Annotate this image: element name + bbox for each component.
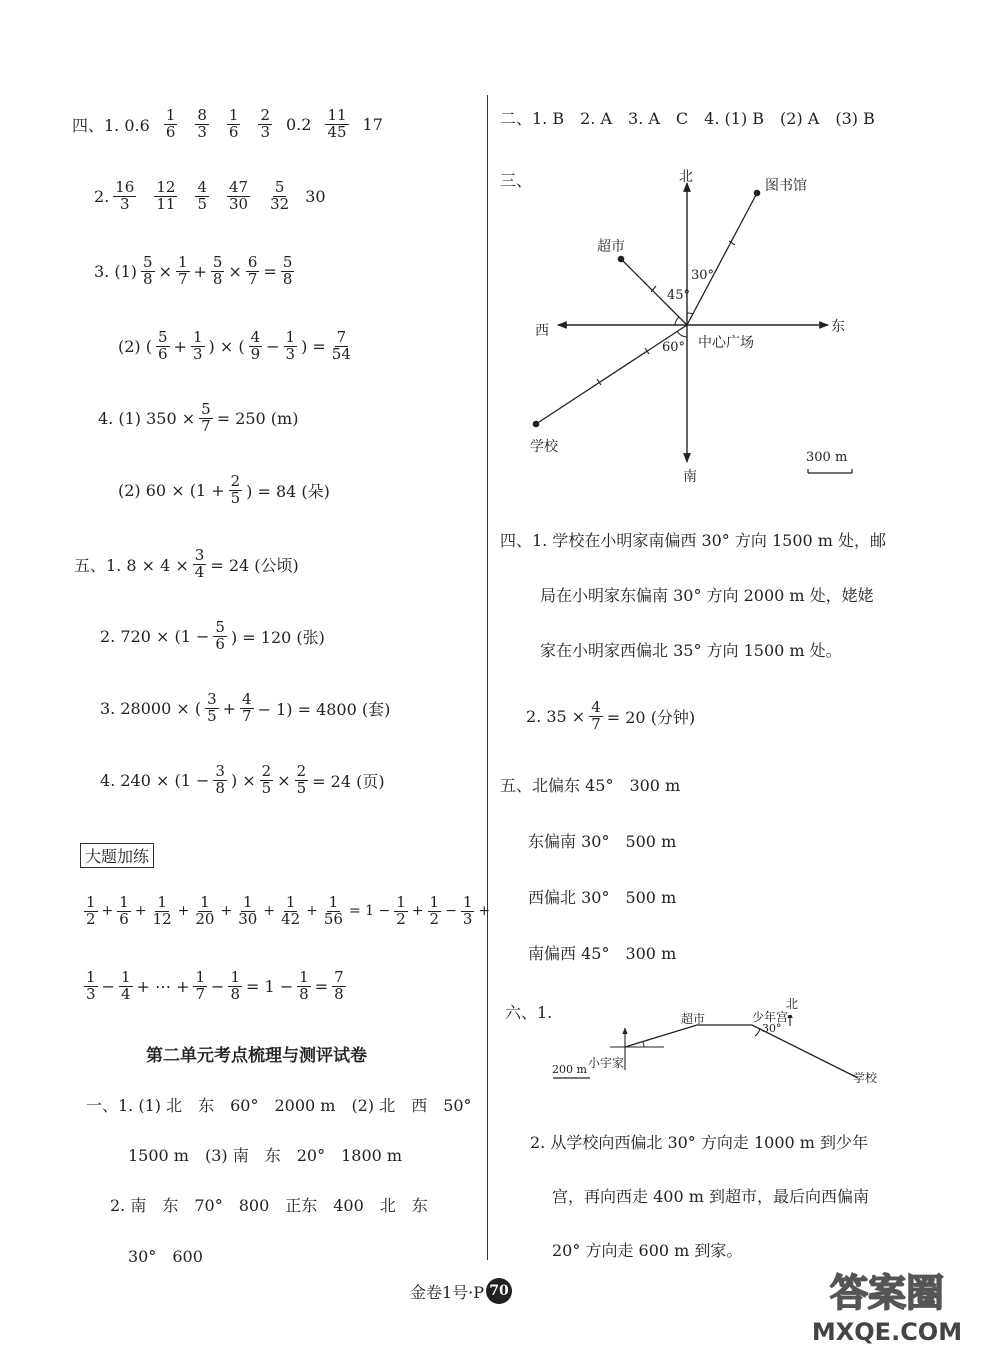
value: 30 — [305, 186, 326, 206]
den: 7 — [247, 269, 258, 288]
fraction — [332, 970, 346, 1003]
den: 6 — [215, 634, 225, 653]
fraction — [193, 895, 216, 928]
angle-arc-45 — [675, 317, 679, 325]
den: 7 — [195, 984, 206, 1003]
q-label: 4. (1) 350 × — [98, 408, 196, 428]
fraction — [193, 548, 207, 581]
fraction — [227, 108, 241, 141]
den: 9 — [250, 344, 261, 363]
num: 5 — [201, 400, 211, 418]
fraction — [151, 895, 174, 928]
q-label: 五、1. 8 × 4 × — [74, 555, 189, 575]
num: 1 — [119, 893, 129, 911]
den: 2 — [429, 909, 440, 928]
scale-label: 300 m — [806, 450, 848, 465]
operator: + — [220, 903, 233, 920]
den: 2 — [396, 909, 406, 928]
operator: = — [263, 261, 277, 281]
den: 45 — [327, 122, 347, 141]
extra-line-1 — [80, 895, 490, 928]
den: 8 — [143, 269, 153, 288]
num: 7 — [334, 968, 344, 986]
route-supermarket-label: 超市 — [681, 1012, 706, 1026]
angle-arc-60 — [677, 331, 687, 337]
fraction — [84, 895, 98, 928]
fraction — [428, 895, 442, 928]
den: 8 — [230, 984, 240, 1003]
s3-label: 三、 — [500, 171, 533, 190]
value: = 24 (公顷) — [210, 555, 299, 575]
s5-q2 — [100, 620, 325, 653]
value: 0.2 — [286, 114, 312, 134]
unit-q1-line2: 1500 m (3) 南 东 20° 1800 m — [128, 1146, 403, 1165]
fraction — [284, 330, 298, 363]
fraction — [195, 180, 209, 213]
center-label: 中心广场 — [698, 335, 754, 351]
den: 5 — [296, 778, 307, 797]
page-number: 70 — [486, 1278, 512, 1304]
fraction — [84, 970, 98, 1003]
den: 20 — [195, 909, 215, 928]
num: 5 — [143, 253, 153, 271]
unit-title: 第二单元考点梳理与测评试卷 — [146, 1046, 367, 1066]
den: 3 — [462, 909, 473, 928]
s2-answers: 二、1. B 2. A 3. A C 4. (1) B (2) A (3) B — [500, 109, 875, 128]
fraction — [240, 692, 254, 725]
angle-60-label: 60° — [662, 340, 686, 355]
route-angle-label: 30° — [762, 1022, 782, 1035]
den: 7 — [591, 714, 601, 733]
num: 1 — [328, 893, 339, 911]
den: 8 — [334, 984, 344, 1003]
den: 30 — [229, 194, 249, 213]
num: 1 — [86, 968, 96, 986]
operator: × — [158, 261, 172, 281]
operator: + — [306, 903, 318, 920]
youth-palace-label: 少年宫 — [752, 1010, 789, 1024]
value: 17 — [362, 114, 383, 134]
fraction — [227, 180, 250, 213]
fraction — [589, 700, 603, 733]
angle-arc-palace — [755, 1028, 760, 1036]
den: 5 — [230, 488, 241, 507]
den: 3 — [260, 122, 270, 141]
fraction — [193, 970, 207, 1003]
school-label: 学校 — [530, 439, 558, 455]
home-label: 小宇家 — [588, 1056, 625, 1070]
q-label: 四、1. 0.6 — [72, 115, 150, 135]
operator: + — [101, 903, 114, 920]
angle-45-label: 45° — [667, 288, 691, 303]
fraction — [249, 330, 263, 363]
fraction — [205, 692, 219, 725]
s4-q4-1 — [98, 402, 298, 435]
num: 1 — [299, 968, 309, 986]
page-footer — [410, 1278, 512, 1304]
num: 3 — [215, 762, 225, 780]
num: 4 — [242, 690, 252, 708]
footer-text: 金卷1号·P — [410, 1282, 485, 1302]
num: 1 — [228, 106, 239, 124]
fraction — [330, 330, 353, 363]
den: 3 — [197, 122, 207, 141]
angle-arc-home — [643, 1042, 644, 1047]
den: 5 — [207, 706, 217, 725]
watermark-top: 答案圈 — [829, 1271, 945, 1315]
column-divider — [487, 95, 488, 1260]
watermark-logo — [792, 1262, 982, 1346]
map-west-label: 西 — [535, 323, 549, 339]
q-label: 3. 28000 × ( — [100, 698, 202, 718]
operator: − — [211, 976, 225, 996]
fraction — [268, 180, 291, 213]
fraction — [213, 620, 227, 653]
den: 5 — [261, 778, 272, 797]
num: 2 — [260, 106, 270, 124]
fraction — [461, 895, 475, 928]
fraction — [322, 895, 345, 928]
operator: − — [266, 336, 280, 356]
num: 5 — [282, 253, 293, 271]
extra-line-2 — [80, 970, 350, 1003]
r-s4-q2 — [526, 700, 695, 733]
s4-q2 — [94, 180, 326, 213]
num: 4 — [250, 328, 261, 346]
fraction — [141, 255, 155, 288]
den: 3 — [120, 194, 130, 213]
den: 8 — [212, 269, 223, 288]
num: 5 — [274, 178, 285, 196]
fraction — [164, 108, 178, 141]
num: 1 — [157, 893, 167, 911]
den: 4 — [194, 562, 205, 581]
q-label: 2. 720 × (1 − — [100, 626, 210, 646]
num: 1 — [120, 968, 131, 986]
num: 1 — [165, 106, 176, 124]
den: 8 — [282, 269, 293, 288]
fraction — [325, 108, 348, 141]
s4-q1-line3: 家在小明家西偏北 35° 方向 1500 m 处。 — [540, 641, 842, 660]
den: 30 — [238, 909, 258, 928]
fraction — [156, 330, 170, 363]
supermarket-point — [618, 256, 625, 263]
q-label: (2) 60 × (1 + — [118, 480, 225, 500]
den: 8 — [215, 778, 225, 797]
den: 32 — [270, 194, 290, 213]
den: 7 — [242, 706, 252, 725]
num: 1 — [462, 893, 473, 911]
s6-q2-line1: 2. 从学校向西偏北 30° 方向走 1000 m 到少年 — [530, 1133, 869, 1152]
value: = 24 (页) — [312, 771, 385, 791]
s4-q1 — [72, 108, 383, 141]
s4-q3-1 — [94, 255, 298, 288]
s5-line1: 五、北偏东 45° 300 m — [500, 776, 681, 795]
fraction — [211, 255, 225, 288]
den: 6 — [119, 909, 129, 928]
num: 6 — [247, 253, 258, 271]
s6-label: 六、1. — [505, 1003, 553, 1022]
den: 6 — [165, 122, 176, 141]
extra-practice-title: 大题加练 — [80, 843, 154, 868]
value: = 250 (m) — [216, 408, 299, 428]
fraction — [236, 895, 259, 928]
map-south-label: 南 — [683, 469, 697, 485]
s4-q4-2 — [118, 474, 330, 507]
num: 8 — [197, 106, 207, 124]
num: 1 — [285, 893, 296, 911]
fraction — [229, 474, 243, 507]
angle-30-label: 30° — [691, 268, 715, 283]
library-label: 图书馆 — [765, 178, 807, 194]
q-label: 3. (1) — [94, 261, 138, 281]
library-point — [754, 190, 761, 197]
operator: = 1 − — [348, 903, 391, 920]
num: 1 — [195, 968, 206, 986]
fraction — [295, 764, 309, 797]
fraction — [176, 255, 190, 288]
num: 1 — [230, 968, 240, 986]
fraction — [246, 255, 260, 288]
num: 1 — [242, 893, 253, 911]
fraction — [228, 970, 242, 1003]
den: 8 — [299, 984, 309, 1003]
num: 4 — [197, 178, 207, 196]
s5-q4 — [100, 764, 385, 797]
num: 4 — [591, 698, 601, 716]
den: 11 — [156, 194, 176, 213]
den: 7 — [201, 416, 211, 435]
den: 54 — [331, 344, 351, 363]
num: 3 — [207, 690, 217, 708]
s5-line2: 东偏南 30° 500 m — [528, 832, 677, 851]
q-label: 2. 35 × — [526, 706, 586, 726]
unit-q2-line1: 2. 南 东 70° 800 正东 400 北 东 — [110, 1196, 428, 1215]
num: 1 — [200, 893, 210, 911]
watermark-bottom: MXQE.COM — [811, 1318, 963, 1346]
den: 12 — [152, 909, 172, 928]
supermarket-label: 超市 — [597, 239, 625, 255]
fraction — [213, 764, 227, 797]
s4-q1-line1: 四、1. 学校在小明家南偏西 30° 方向 1500 m 处，邮 — [500, 531, 887, 550]
num: 7 — [336, 328, 347, 346]
operator: + — [134, 903, 147, 920]
s4-q1-line2: 局在小明家东偏南 30° 方向 2000 m 处，姥姥 — [540, 586, 874, 605]
num: 1 — [192, 328, 203, 346]
operator: + — [263, 903, 276, 920]
library-line — [687, 193, 757, 325]
angle-arc-30 — [687, 313, 693, 314]
route-north-label: 北 — [786, 997, 799, 1011]
num: 1 — [429, 893, 440, 911]
tick-marks — [597, 241, 735, 385]
num: 5 — [215, 618, 225, 636]
operator: = — [314, 976, 329, 996]
num: 1 — [86, 893, 96, 911]
direction-map — [520, 160, 860, 490]
operator: + — [411, 903, 424, 920]
den: 42 — [281, 909, 301, 928]
s5-q3 — [100, 692, 390, 725]
operator: ) × — [230, 770, 256, 790]
operator: = 1 − — [245, 976, 294, 996]
fraction — [154, 180, 177, 213]
num: 2 — [261, 762, 272, 780]
school-point — [533, 421, 540, 428]
fraction — [191, 330, 205, 363]
fraction — [258, 108, 272, 141]
unit-q2-line2: 30° 600 — [128, 1247, 203, 1266]
value: − 1) = 4800 (套) — [257, 699, 391, 719]
q-label: 4. 240 × (1 − — [100, 770, 210, 790]
s5-q1 — [74, 548, 299, 581]
den: 7 — [177, 269, 188, 288]
value: ) = 84 (朵) — [246, 481, 330, 501]
fraction — [113, 180, 136, 213]
num: 5 — [212, 253, 223, 271]
fraction — [281, 255, 295, 288]
operator: + — [177, 903, 190, 920]
fraction — [260, 764, 274, 797]
q-label: (2) ( — [118, 336, 152, 356]
unit-q1-line1: 一、1. (1) 北 东 60° 2000 m (2) 北 西 50° — [86, 1096, 472, 1115]
num: 5 — [158, 328, 168, 346]
den: 6 — [158, 344, 168, 363]
s6-q2-line3: 20° 方向走 600 m 到家。 — [552, 1241, 743, 1260]
operator: + ⋯ + — [136, 976, 190, 996]
den: 6 — [228, 122, 239, 141]
route-scale-label: 200 m — [552, 1063, 587, 1076]
operator: − — [445, 903, 457, 920]
route-line — [625, 1025, 858, 1078]
den: 3 — [86, 984, 96, 1003]
fraction — [279, 895, 302, 928]
fraction — [117, 895, 131, 928]
operator: × — [228, 261, 242, 281]
fraction — [394, 895, 408, 928]
num: 47 — [229, 178, 249, 196]
value: = 20 (分钟) — [606, 707, 696, 727]
num: 12 — [156, 178, 176, 196]
den: 3 — [285, 344, 296, 363]
operator: × — [277, 770, 291, 790]
den: 2 — [86, 909, 96, 928]
num: 16 — [115, 178, 135, 196]
operator: − — [101, 976, 115, 996]
num: 11 — [327, 106, 347, 124]
s4-q3-2 — [118, 330, 357, 363]
operator: + — [222, 698, 237, 718]
den: 4 — [120, 984, 131, 1003]
s6-q2-line2: 宫，再向西走 400 m 到超市，最后向西偏南 — [552, 1187, 869, 1206]
fraction — [119, 970, 133, 1003]
s5-line4: 南偏西 45° 300 m — [528, 944, 677, 963]
operator: + — [173, 336, 187, 356]
num: 1 — [285, 328, 296, 346]
num: 2 — [296, 762, 307, 780]
den: 5 — [197, 194, 207, 213]
route-school-label: 学校 — [853, 1071, 878, 1085]
map-north-label: 北 — [679, 169, 693, 185]
num: 2 — [230, 472, 241, 490]
operator: ) × ( — [208, 336, 245, 356]
num: 1 — [177, 253, 188, 271]
s5-line3: 西偏北 30° 500 m — [528, 888, 677, 907]
den: 3 — [192, 344, 203, 363]
operator: + — [478, 903, 491, 920]
route-map — [540, 1015, 880, 1090]
q-label: 2. — [94, 186, 110, 206]
num: 3 — [194, 546, 205, 564]
den: 56 — [323, 909, 343, 928]
num: 1 — [396, 893, 406, 911]
fraction — [199, 402, 213, 435]
value: ) = 120 (张) — [230, 627, 325, 647]
map-east-label: 东 — [831, 319, 845, 335]
fraction — [195, 108, 209, 141]
operator: + — [193, 261, 207, 281]
fraction — [297, 970, 311, 1003]
operator: ) = — [301, 336, 326, 356]
